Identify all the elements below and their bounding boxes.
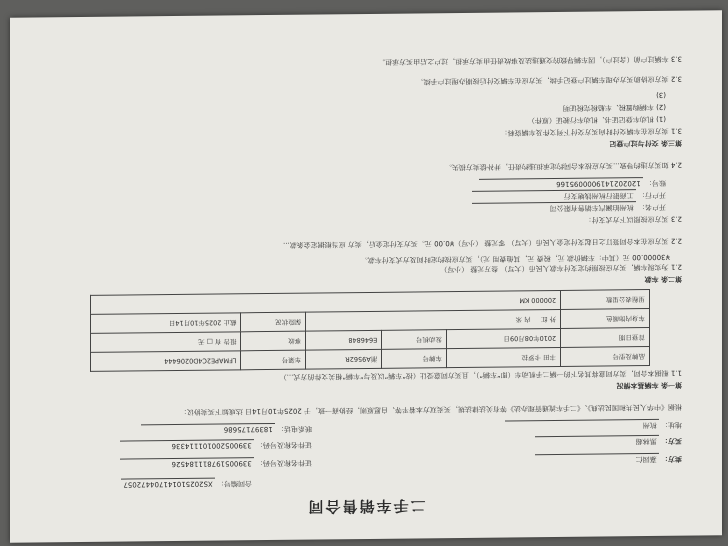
mileage-label: 里程表公里数	[561, 290, 650, 310]
pay-bank-row: 开户行： 工商银行杭州钱塘支行	[472, 189, 666, 202]
address-row: 地址： 杭州	[505, 419, 682, 432]
vehicle-info-table	[90, 289, 650, 372]
clause-3-1a: (1) 机动车登记证书、机动车行驶证（原件）	[527, 114, 666, 125]
clause-2-1b: ¥30000.00 元（其中：车辆价款 元，税费 元，其他费用 元），买方应按约定时间及方式支付车款。	[360, 252, 670, 265]
clause-2-3: 2.3 买方应按照以下方式支付：	[584, 214, 682, 224]
article2-title: 第二条 车款	[644, 274, 682, 284]
article3-title: 第三条 交付与过户登记	[609, 138, 682, 148]
phone-row: 联系电话： 18397175686	[141, 423, 312, 436]
brand-label: 品牌及型号	[561, 347, 650, 367]
reg-date-value: 2010年08月09日	[447, 328, 561, 348]
engine-value: E646848	[306, 330, 382, 350]
clause-3-2: 3.2 卖方应协助买方办理车辆过户登记手续，买方应在车辆交付后按期办理过户手续。	[416, 74, 682, 86]
engine-label: 发动机号	[382, 330, 447, 350]
clause-3-1: 3.1 卖方应在车辆交付时向买方交付下列文件及车辆资料：	[500, 126, 682, 137]
vin-value: LFMAPE2C4D0206444	[91, 351, 241, 372]
clause-3-1b: (2) 车辆购置税、车船税完税证明	[562, 102, 666, 112]
clause-3-3: 3.3 车辆过户前（含过户），因车辆导致的交通违法及事故责任由卖方承担，过户之后由买方承担。	[378, 54, 682, 66]
preamble: 根据《中华人民共和国民法典》、《二手车流通管理办法》等有关法律法规，买卖双方本着平等、自愿原则，经协商一致，于 2025年10月14日 达成如下买卖协议：	[179, 402, 682, 416]
plate-value: 浙A9562R	[306, 349, 382, 369]
clause-1-1: 1.1 根据本合同，卖方同意将其名下的一辆二手机动车（即“车辆”），且买方同意受让（按“车辆”以及与“车辆”相关文件的方式...）	[279, 368, 682, 381]
clause-2-1: 2.1 为实现车辆，买方应按照约定支付车款人民币（大写） 叁万元整 （小写）	[440, 262, 682, 274]
contract-no: 合同编号： XS202510141704472057	[123, 479, 252, 489]
mileage-value: 200000 KM	[91, 290, 561, 314]
document-content	[10, 10, 722, 542]
seller-id-row: 证件名称及号码： 33900519781118452​6	[120, 457, 312, 470]
accident-value: 报告 有 □ 无	[91, 332, 241, 353]
brand-value: 丰田 卡罗拉	[447, 347, 561, 367]
clause-2-2: 2.2 买方应在本合同签订之日起支付定金人民币（大写） 零元整 （小写）¥0.00 元。买方支付定金后，卖方 应当根据定金条款...	[283, 236, 682, 249]
document-title: 二手车销售合同	[306, 496, 426, 516]
color-label: 车身内饰颜色	[561, 309, 650, 329]
pay-no-row: 账号： 1202021419000095166	[479, 177, 666, 190]
buyer-row: 买方： 黑林超	[535, 435, 682, 448]
seller-row: 卖方： 嘉园仁	[535, 453, 682, 466]
buyer-id-row: 证件名称及号码： 339005200101114336	[120, 439, 312, 452]
accident-label: 事故	[241, 331, 306, 351]
contract-paper	[10, 10, 722, 542]
clause-3-1c: (3)	[656, 90, 666, 99]
pay-account-row: 开户名： 杭州铂澜汽车销售有限公司	[472, 201, 666, 214]
vin-label: 车架号	[241, 350, 306, 370]
color-value: 外 红 内 米	[306, 309, 561, 331]
article1-title: 第一条 车辆基本情况	[616, 380, 682, 390]
insurance-label: 保险状况	[241, 312, 306, 332]
reg-date-label: 首登日期	[561, 328, 650, 348]
plate-label: 车牌号	[382, 349, 447, 369]
clause-2-4: 2.4 如买方违约导致...买方应按本合同约定承担违约责任，并补偿卖方损失。	[444, 160, 682, 172]
insurance-value: 截止 2025年10月14日	[91, 313, 241, 334]
